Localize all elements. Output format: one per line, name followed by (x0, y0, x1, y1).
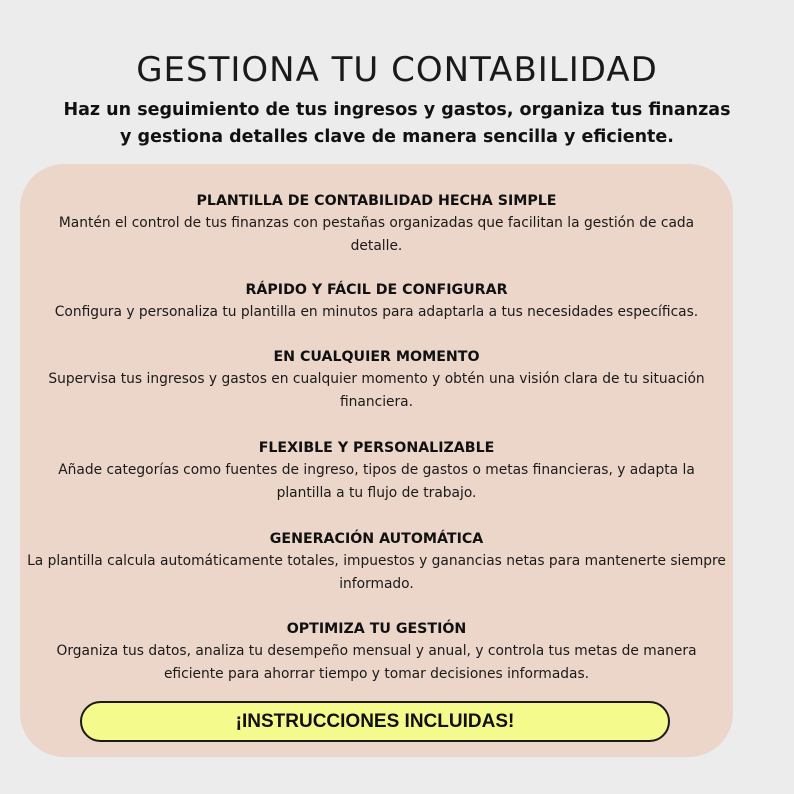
feature-description: Añade categorías como fuentes de ingreso, tipos de gastos o metas financieras, y adapta la plantilla a tu flujo de trabajo. (58, 462, 695, 501)
page-subtitle: Haz un seguimiento de tus ingresos y gastos, organiza tus finanzas y gestiona detalles clave de manera sencilla y eficiente. (63, 100, 731, 147)
feature-description: Mantén el control de tus finanzas con pestañas organizadas que facilitan la gestión de cada detalle. (58, 215, 695, 254)
page-title: GESTIONA TU CONTABILIDAD (136, 50, 658, 90)
feature-title: RÁPIDO Y FÁCIL DE CONFIGURAR (245, 282, 508, 298)
feature-anytime (20, 346, 733, 414)
feature-description: Configura y personaliza tu plantilla en minutos para adaptarla a tus necesidades específicas. (54, 304, 699, 320)
feature-title: FLEXIBLE Y PERSONALIZABLE (258, 440, 495, 456)
feature-quick-setup (20, 279, 733, 324)
feature-title: GENERACIÓN AUTOMÁTICA (269, 531, 484, 547)
feature-title: PLANTILLA DE CONTABILIDAD HECHA SIMPLE (196, 193, 557, 209)
feature-auto-generation (20, 528, 733, 596)
feature-description: La plantilla calcula automáticamente totales, impuestos y ganancias netas para mantenerte siempre informado. (27, 553, 726, 592)
feature-optimize (20, 618, 733, 686)
feature-flexible (20, 437, 733, 505)
feature-description: Organiza tus datos, analiza tu desempeño mensual y anual, y controla tus metas de manera eficiente para ahorrar tiempo y tomar decisiones informadas. (56, 643, 697, 682)
feature-simple-template (20, 190, 733, 258)
feature-title: OPTIMIZA TU GESTIÓN (286, 621, 467, 637)
feature-description: Supervisa tus ingresos y gastos en cualquier momento y obtén una visión clara de tu situación financiera. (48, 371, 705, 410)
feature-title: EN CUALQUIER MOMENTO (273, 349, 480, 365)
instructions-included-banner: ¡INSTRUCCIONES INCLUIDAS! (80, 701, 670, 742)
